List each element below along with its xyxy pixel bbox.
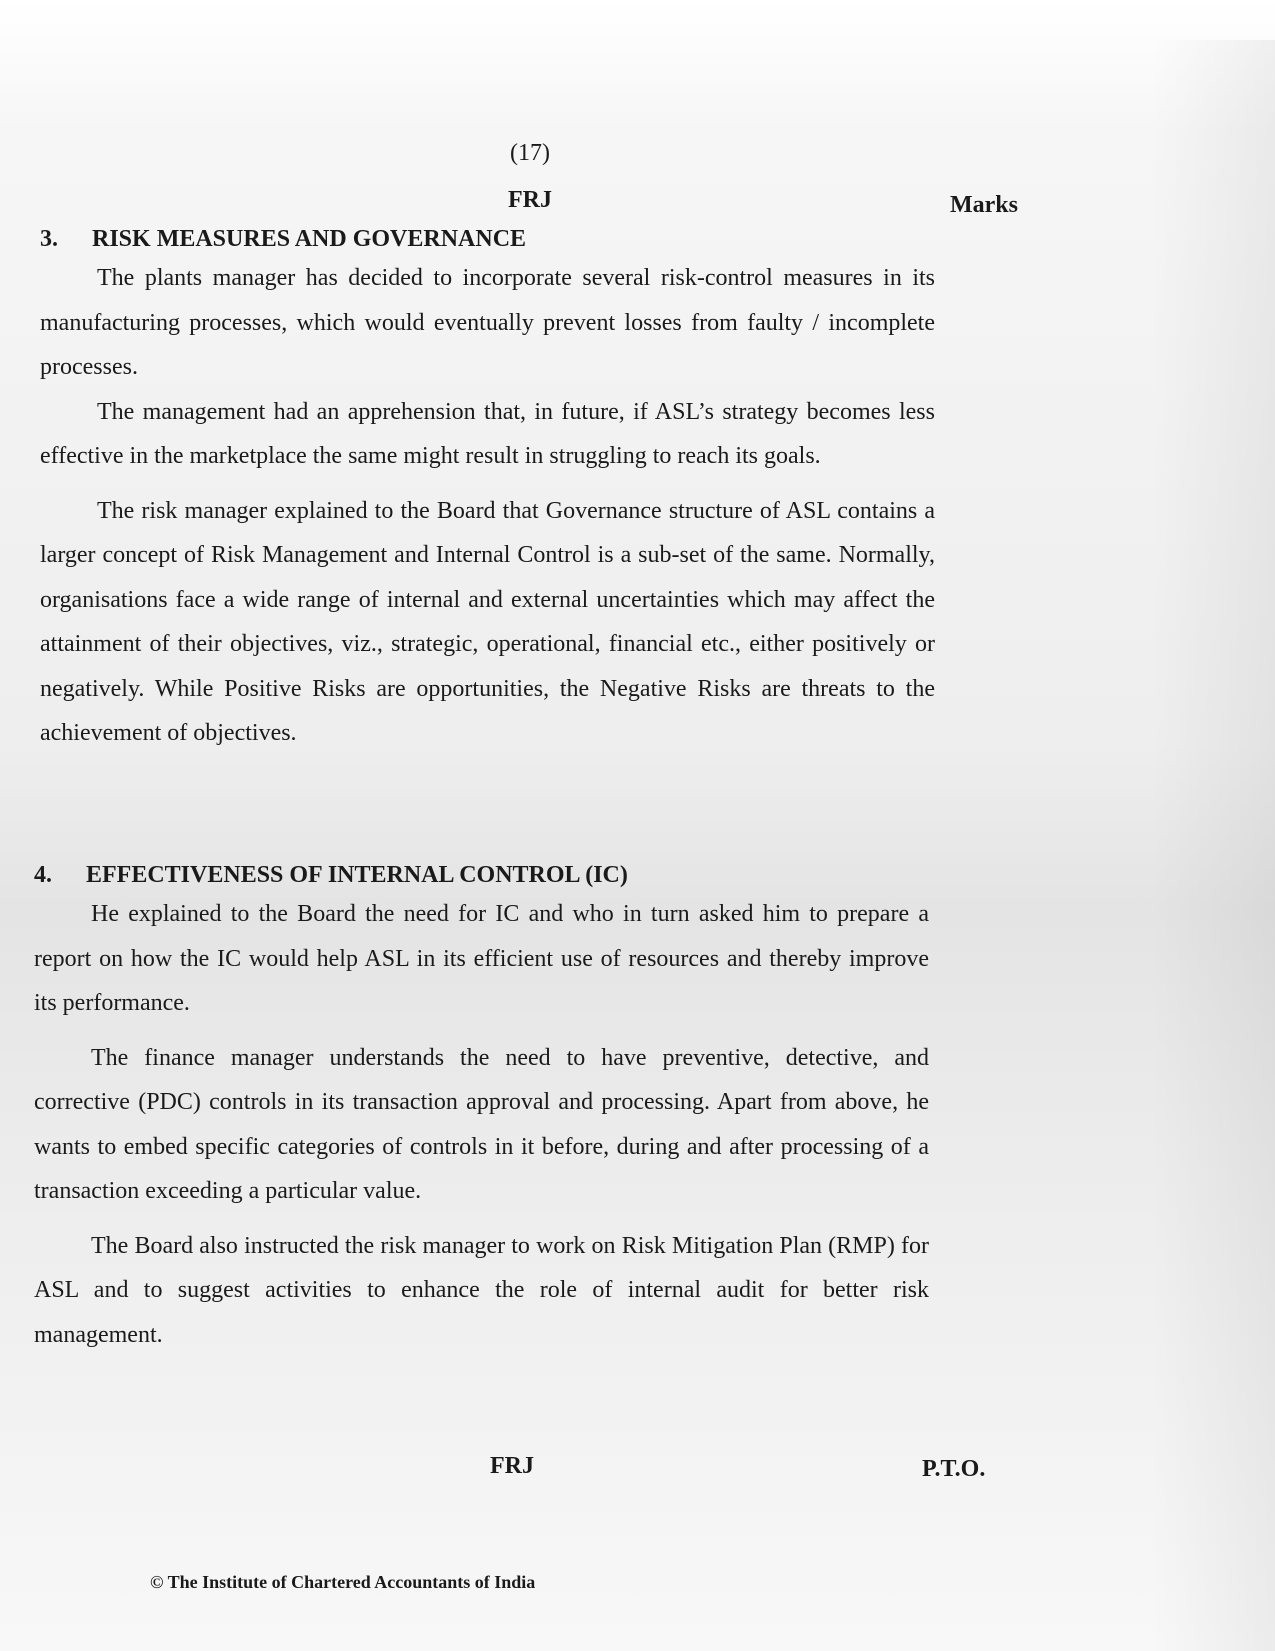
spacer (34, 1214, 929, 1224)
section-number: 4. (34, 862, 52, 888)
scan-shadow (1150, 40, 1275, 1651)
paper-code-header: FRJ (508, 187, 552, 213)
section-risk-measures (40, 222, 935, 756)
copyright-notice: © The Institute of Chartered Accountants of India (150, 1572, 536, 1592)
spacer (40, 479, 935, 489)
please-turn-over: P.T.O. (922, 1456, 986, 1482)
paragraph: The risk manager explained to the Board that Governance structure of ASL contains a larger concept of Risk Management and Internal Control is a sub-set of the same. Normally, organisations face a wide range of internal and external uncertainties which may affect the attainment of their objectives, viz., strategic, operational, financial etc., either positively or negatively. While Positive Risks are opportunities, the Negative Risks are threats to the achievement of objectives. (40, 497, 935, 746)
marks-column-label: Marks (950, 192, 1018, 218)
section-title: RISK MEASURES AND GOVERNANCE (92, 226, 527, 252)
paragraph: The finance manager understands the need to have preventive, detective, and corrective (PDC) controls in its transaction approval and processing. Apart from above, he wants to embed specific categories of controls in it before, during and after processing of a transaction exceeding a particular value. (34, 1044, 929, 1204)
paper-code-footer: FRJ (490, 1453, 534, 1479)
spacer (34, 1026, 929, 1036)
page-number: (17) (510, 140, 550, 166)
section-title: EFFECTIVENESS OF INTERNAL CONTROL (IC) (86, 862, 628, 888)
section-internal-control (34, 858, 929, 1357)
paragraph: He explained to the Board the need for IC and who in turn asked him to prepare a report on how the IC would help ASL in its efficient use of resources and thereby improve its performance. (34, 901, 929, 1016)
paragraph: The Board also instructed the risk manager to work on Risk Mitigation Plan (RMP) for ASL and to suggest activities to enhance the role of internal audit for better risk management. (34, 1232, 929, 1348)
section-number: 3. (40, 226, 58, 252)
section-heading (40, 222, 935, 256)
paragraph: The management had an apprehension that, in future, if ASL’s strategy becomes less effective in the marketplace the same might result in struggling to reach its goals. (40, 398, 935, 469)
section-heading (34, 858, 929, 892)
paragraph: The plants manager has decided to incorporate several risk-control measures in its manufacturing processes, which would eventually prevent losses from faulty / incomplete processes. (40, 265, 935, 380)
